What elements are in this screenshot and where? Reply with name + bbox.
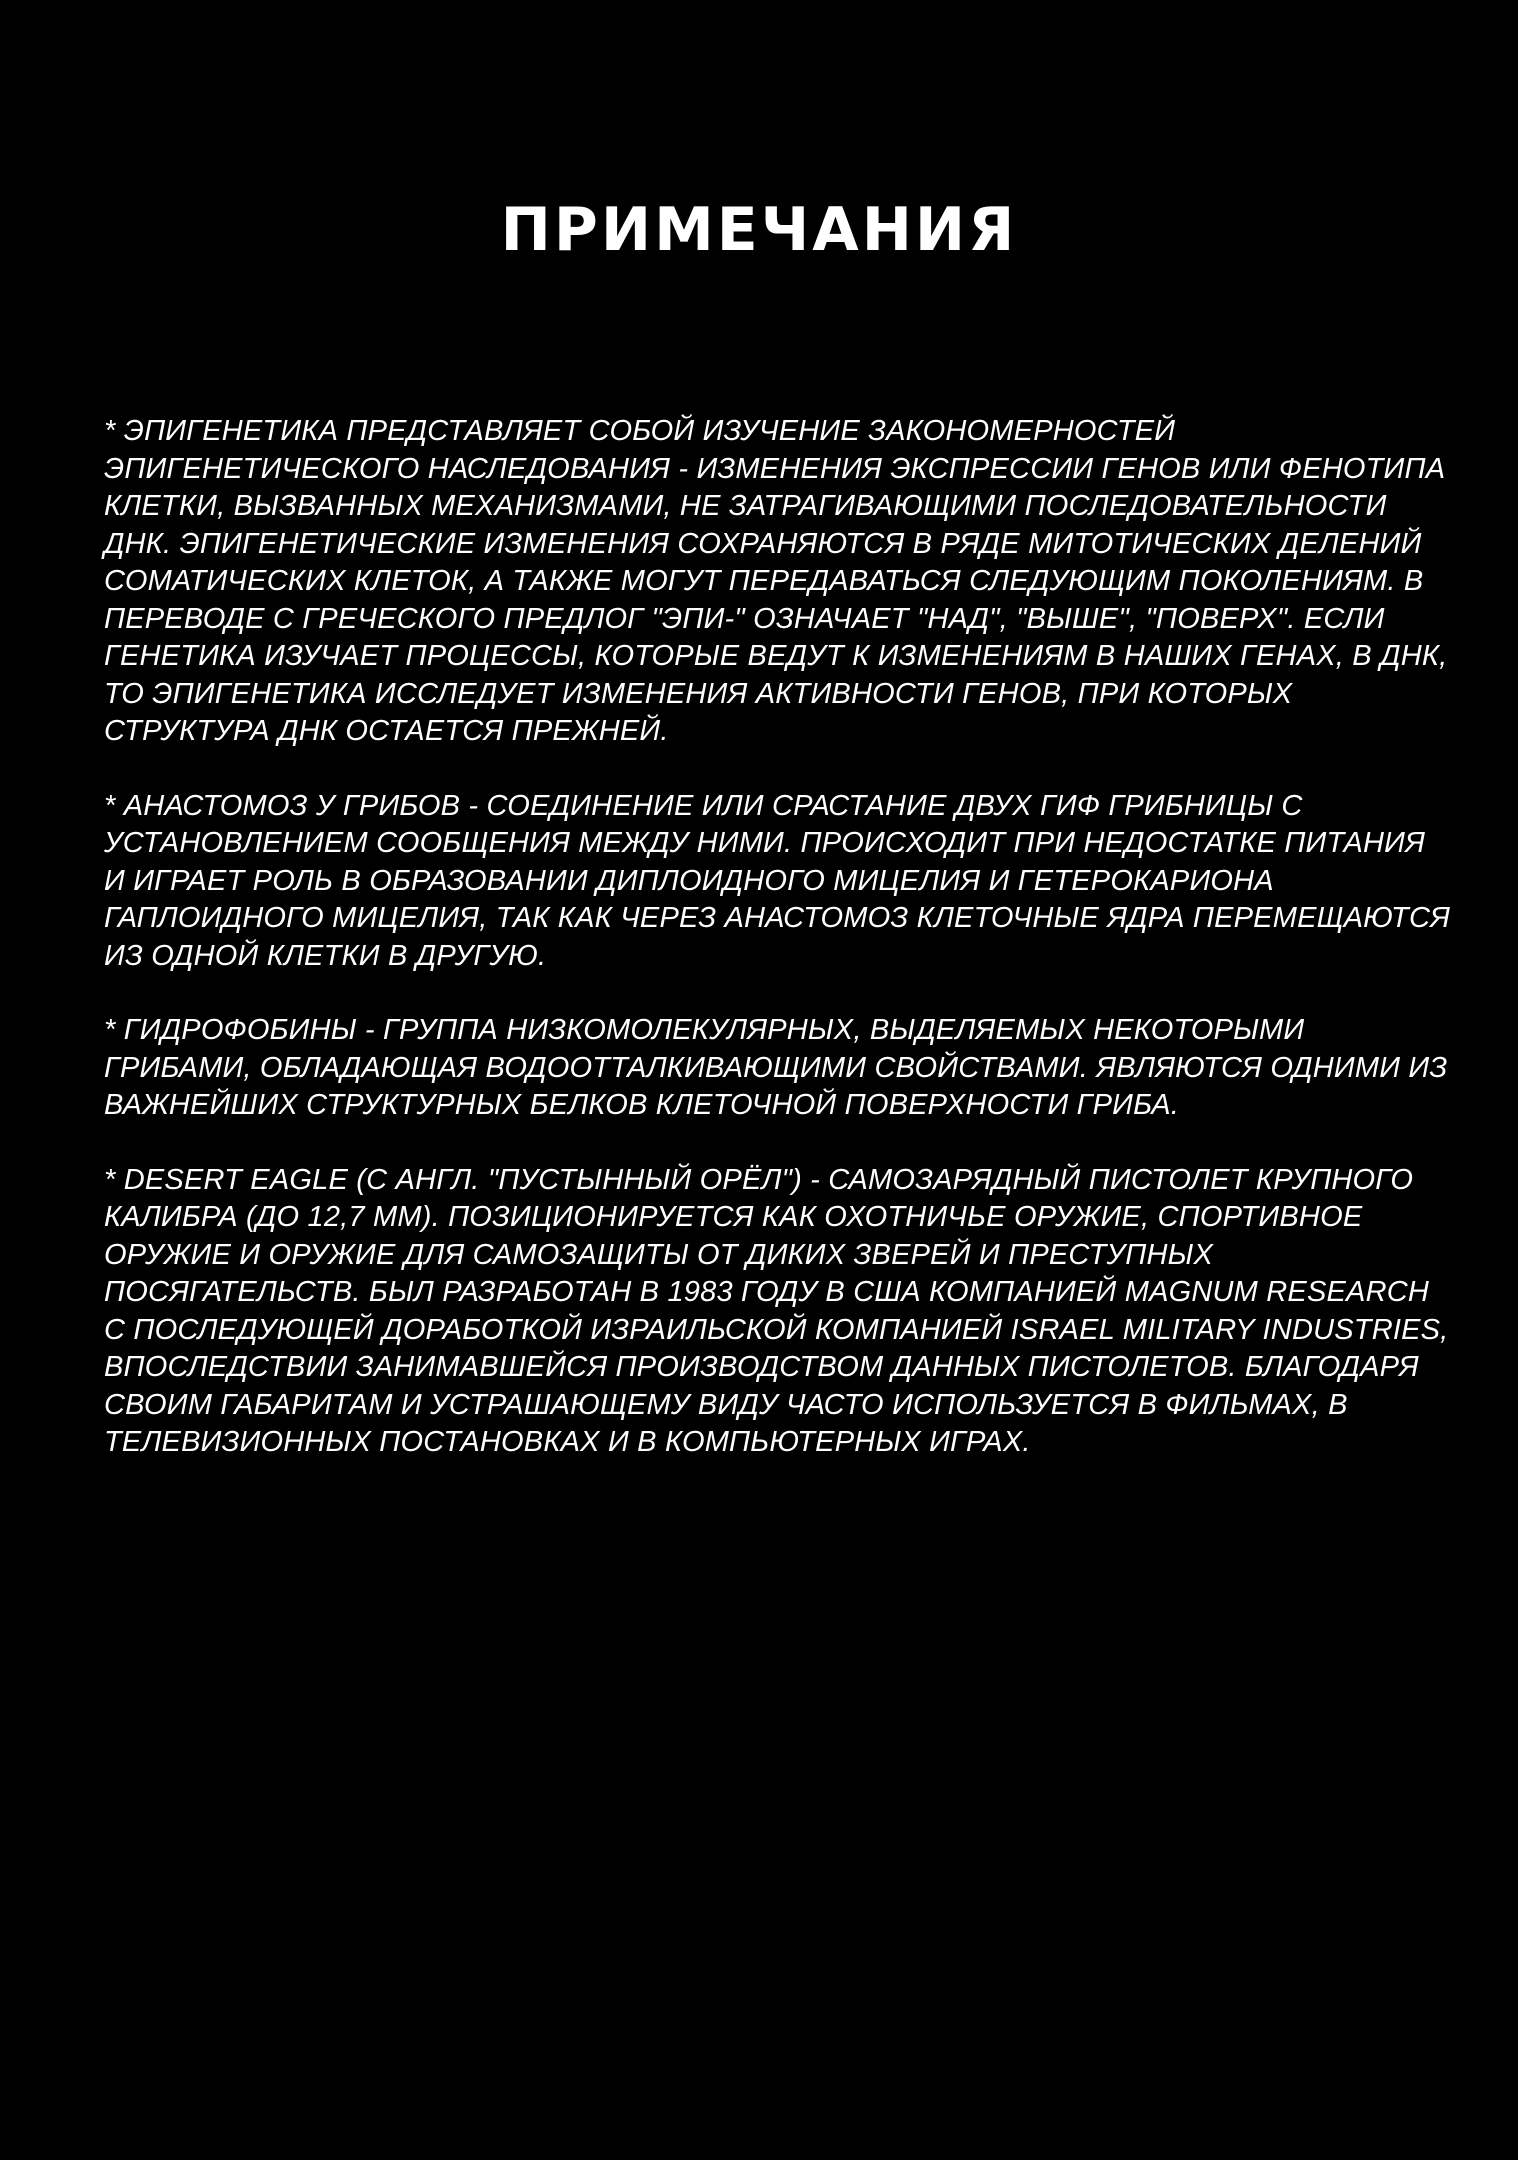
note-anastomosis: * АНАСТОМОЗ У ГРИБОВ - СОЕДИНЕНИЕ ИЛИ СРАСТАНИЕ ДВУХ ГИФ ГРИБНИЦЫ С УСТАНОВЛЕНИЕМ СООБЩЕНИЯ МЕЖДУ НИМИ. ПРОИСХОДИТ ПРИ НЕДОСТАТКЕ ПИТАНИЯ И ИГРАЕТ РОЛЬ В ОБРАЗОВАНИИ ДИПЛОИДНОГО МИЦЕЛИЯ И ГЕТЕРОКАРИОНА ГАПЛОИДНОГО МИЦЕЛИЯ, ТАК КАК ЧЕРЕЗ АНАСТОМОЗ КЛЕТОЧНЫЕ ЯДРА ПЕРЕМЕЩАЮТСЯ ИЗ ОДНОЙ КЛЕТКИ В ДРУГУЮ. [104,789,1451,972]
note-desert-eagle: * DESERT EAGLE (С АНГЛ. "ПУСТЫННЫЙ ОРЁЛ") - САМОЗАРЯДНЫЙ ПИСТОЛЕТ КРУПНОГО КАЛИБРА (ДО 12,7 ММ). ПОЗИЦИОНИРУЕТСЯ КАК ОХОТНИЧЬЕ ОРУЖИЕ, СПОРТИВНОЕ ОРУЖИЕ И ОРУЖИЕ ДЛЯ САМОЗАЩИТЫ ОТ ДИКИХ ЗВЕРЕЙ И ПРЕСТУПНЫХ ПОСЯГАТЕЛЬСТВ. БЫЛ РАЗРАБОТАН В 1983 ГОДУ В США КОМПАНИЕЙ MAGNUM RESEARCH С ПОСЛЕДУЮЩЕЙ ДОРАБОТКОЙ ИЗРАИЛЬСКОЙ КОМПАНИЕЙ ISRAEL MILITARY INDUSTRIES, ВПОСЛЕДСТВИИ ЗАНИМАВШЕЙСЯ ПРОИЗВОДСТВОМ ДАННЫХ ПИСТОЛЕТОВ. БЛАГОДАРЯ СВОИМ ГАБАРИТАМ И УСТРАШАЮЩЕМУ ВИДУ ЧАСТО ИСПОЛЬЗУЕТСЯ В ФИЛЬМАХ, В ТЕЛЕВИЗИОННЫХ ПОСТАНОВКАХ И В КОМПЬЮТЕРНЫХ ИГРАХ. [104,1163,1449,1458]
page-title: ПРИМЕЧАНИЯ [500,195,1018,265]
note-hydrophobins: * ГИДРОФОБИНЫ - ГРУППА НИЗКОМОЛЕКУЛЯРНЫХ, ВЫДЕЛЯЕМЫХ НЕКОТОРЫМИ ГРИБАМИ, ОБЛАДАЮЩАЯ ВОДООТТАЛКИВАЮЩИМИ СВОЙСТВАМИ. ЯВЛЯЮТСЯ ОДНИМИ ИЗ ВАЖНЕЙШИХ СТРУКТУРНЫХ БЕЛКОВ КЛЕТОЧНОЙ ПОВЕРХНОСТИ ГРИБА. [104,1014,1448,1121]
notes-list [104,413,1454,1499]
note-epigenetics: * ЭПИГЕНЕТИКА ПРЕДСТАВЛЯЕТ СОБОЙ ИЗУЧЕНИЕ ЗАКОНОМЕРНОСТЕЙ ЭПИГЕНЕТИЧЕСКОГО НАСЛЕДОВАНИЯ - ИЗМЕНЕНИЯ ЭКСПРЕССИИ ГЕНОВ ИЛИ ФЕНОТИПА КЛЕТКИ, ВЫЗВАННЫХ МЕХАНИЗМАМИ, НЕ ЗАТРАГИВАЮЩИМИ ПОСЛЕДОВАТЕЛЬНОСТИ ДНК. ЭПИГЕНЕТИЧЕСКИЕ ИЗМЕНЕНИЯ СОХРАНЯЮТСЯ В РЯДЕ МИТОТИЧЕСКИХ ДЕЛЕНИЙ СОМАТИЧЕСКИХ КЛЕТОК, А ТАКЖЕ МОГУТ ПЕРЕДАВАТЬСЯ СЛЕДУЮЩИМ ПОКОЛЕНИЯМ. В ПЕРЕВОДЕ С ГРЕЧЕСКОГО ПРЕДЛОГ "ЭПИ-" ОЗНАЧАЕТ "НАД", "ВЫШЕ", "ПОВЕРХ". ЕСЛИ ГЕНЕТИКА ИЗУЧАЕТ ПРОЦЕССЫ, КОТОРЫЕ ВЕДУТ К ИЗМЕНЕНИЯМ В НАШИХ ГЕНАХ, В ДНК, ТО ЭПИГЕНЕТИКА ИССЛЕДУЕТ ИЗМЕНЕНИЯ АКТИВНОСТИ ГЕНОВ, ПРИ КОТОРЫХ СТРУКТУРА ДНК ОСТАЕТСЯ ПРЕЖНЕЙ. [104,415,1448,747]
